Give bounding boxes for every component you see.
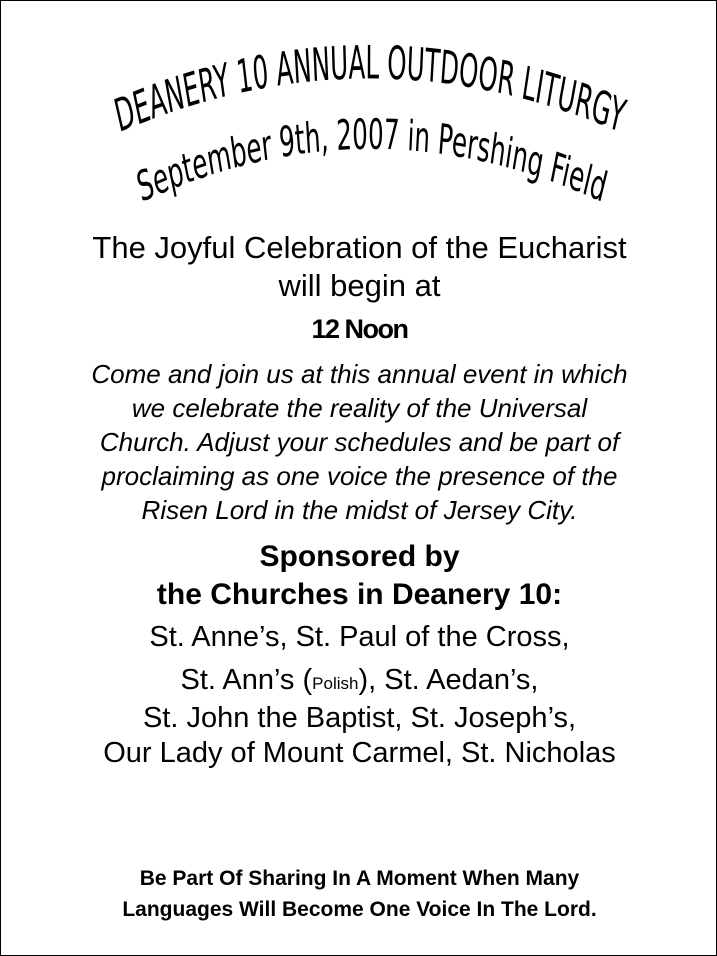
invitation-line-1: Come and join us at this annual event in which bbox=[91, 359, 628, 389]
sponsor-heading bbox=[1, 538, 717, 614]
invitation-paragraph bbox=[1, 357, 717, 527]
church-line-1: St. Anne’s, St. Paul of the Cross, bbox=[149, 621, 570, 653]
title-line-1: DEANERY 10 ANNUAL OUTDOOR LITURGY bbox=[110, 36, 636, 146]
church-line-4: Our Lady of Mount Carmel, St. Nicholas bbox=[103, 737, 616, 769]
closing-message bbox=[1, 863, 717, 925]
church-line-2-end: ), St. Aedan’s, bbox=[358, 664, 539, 696]
invitation-line-5: Risen Lord in the midst of Jersey City. bbox=[141, 495, 578, 525]
church-line-3: St. John the Baptist, St. Joseph’s, bbox=[142, 702, 577, 734]
invitation-line-3: Church. Adjust your schedules and be part of bbox=[99, 427, 620, 457]
closing-line-2: Languages Will Become One Voice In The Lord. bbox=[122, 898, 597, 921]
closing-line-1: Be Part Of Sharing In A Moment When Many bbox=[139, 867, 580, 890]
start-time: 12 Noon bbox=[311, 314, 408, 344]
church-line-2 bbox=[1, 663, 717, 701]
title-line-2: September 9th, 2007 in Pershing Field bbox=[132, 110, 616, 214]
spacer bbox=[1, 655, 717, 663]
intro-line-2: will begin at bbox=[278, 268, 441, 303]
intro-text bbox=[1, 229, 717, 305]
invitation-line-4: proclaiming as one voice the presence of the bbox=[101, 461, 618, 491]
sponsor-heading-line-2: the Churches in Deanery 10: bbox=[156, 578, 563, 611]
arched-title bbox=[1, 1, 717, 221]
church-line-2-start: St. Ann’s ( bbox=[180, 664, 313, 696]
intro-line-1: The Joyful Celebration of the Eucharist bbox=[92, 230, 627, 265]
church-list bbox=[1, 620, 717, 771]
polish-note: Polish bbox=[312, 674, 359, 693]
invitation-line-2: we celebrate the reality of the Universal bbox=[131, 393, 588, 423]
sponsor-heading-line-1: Sponsored by bbox=[259, 540, 460, 573]
